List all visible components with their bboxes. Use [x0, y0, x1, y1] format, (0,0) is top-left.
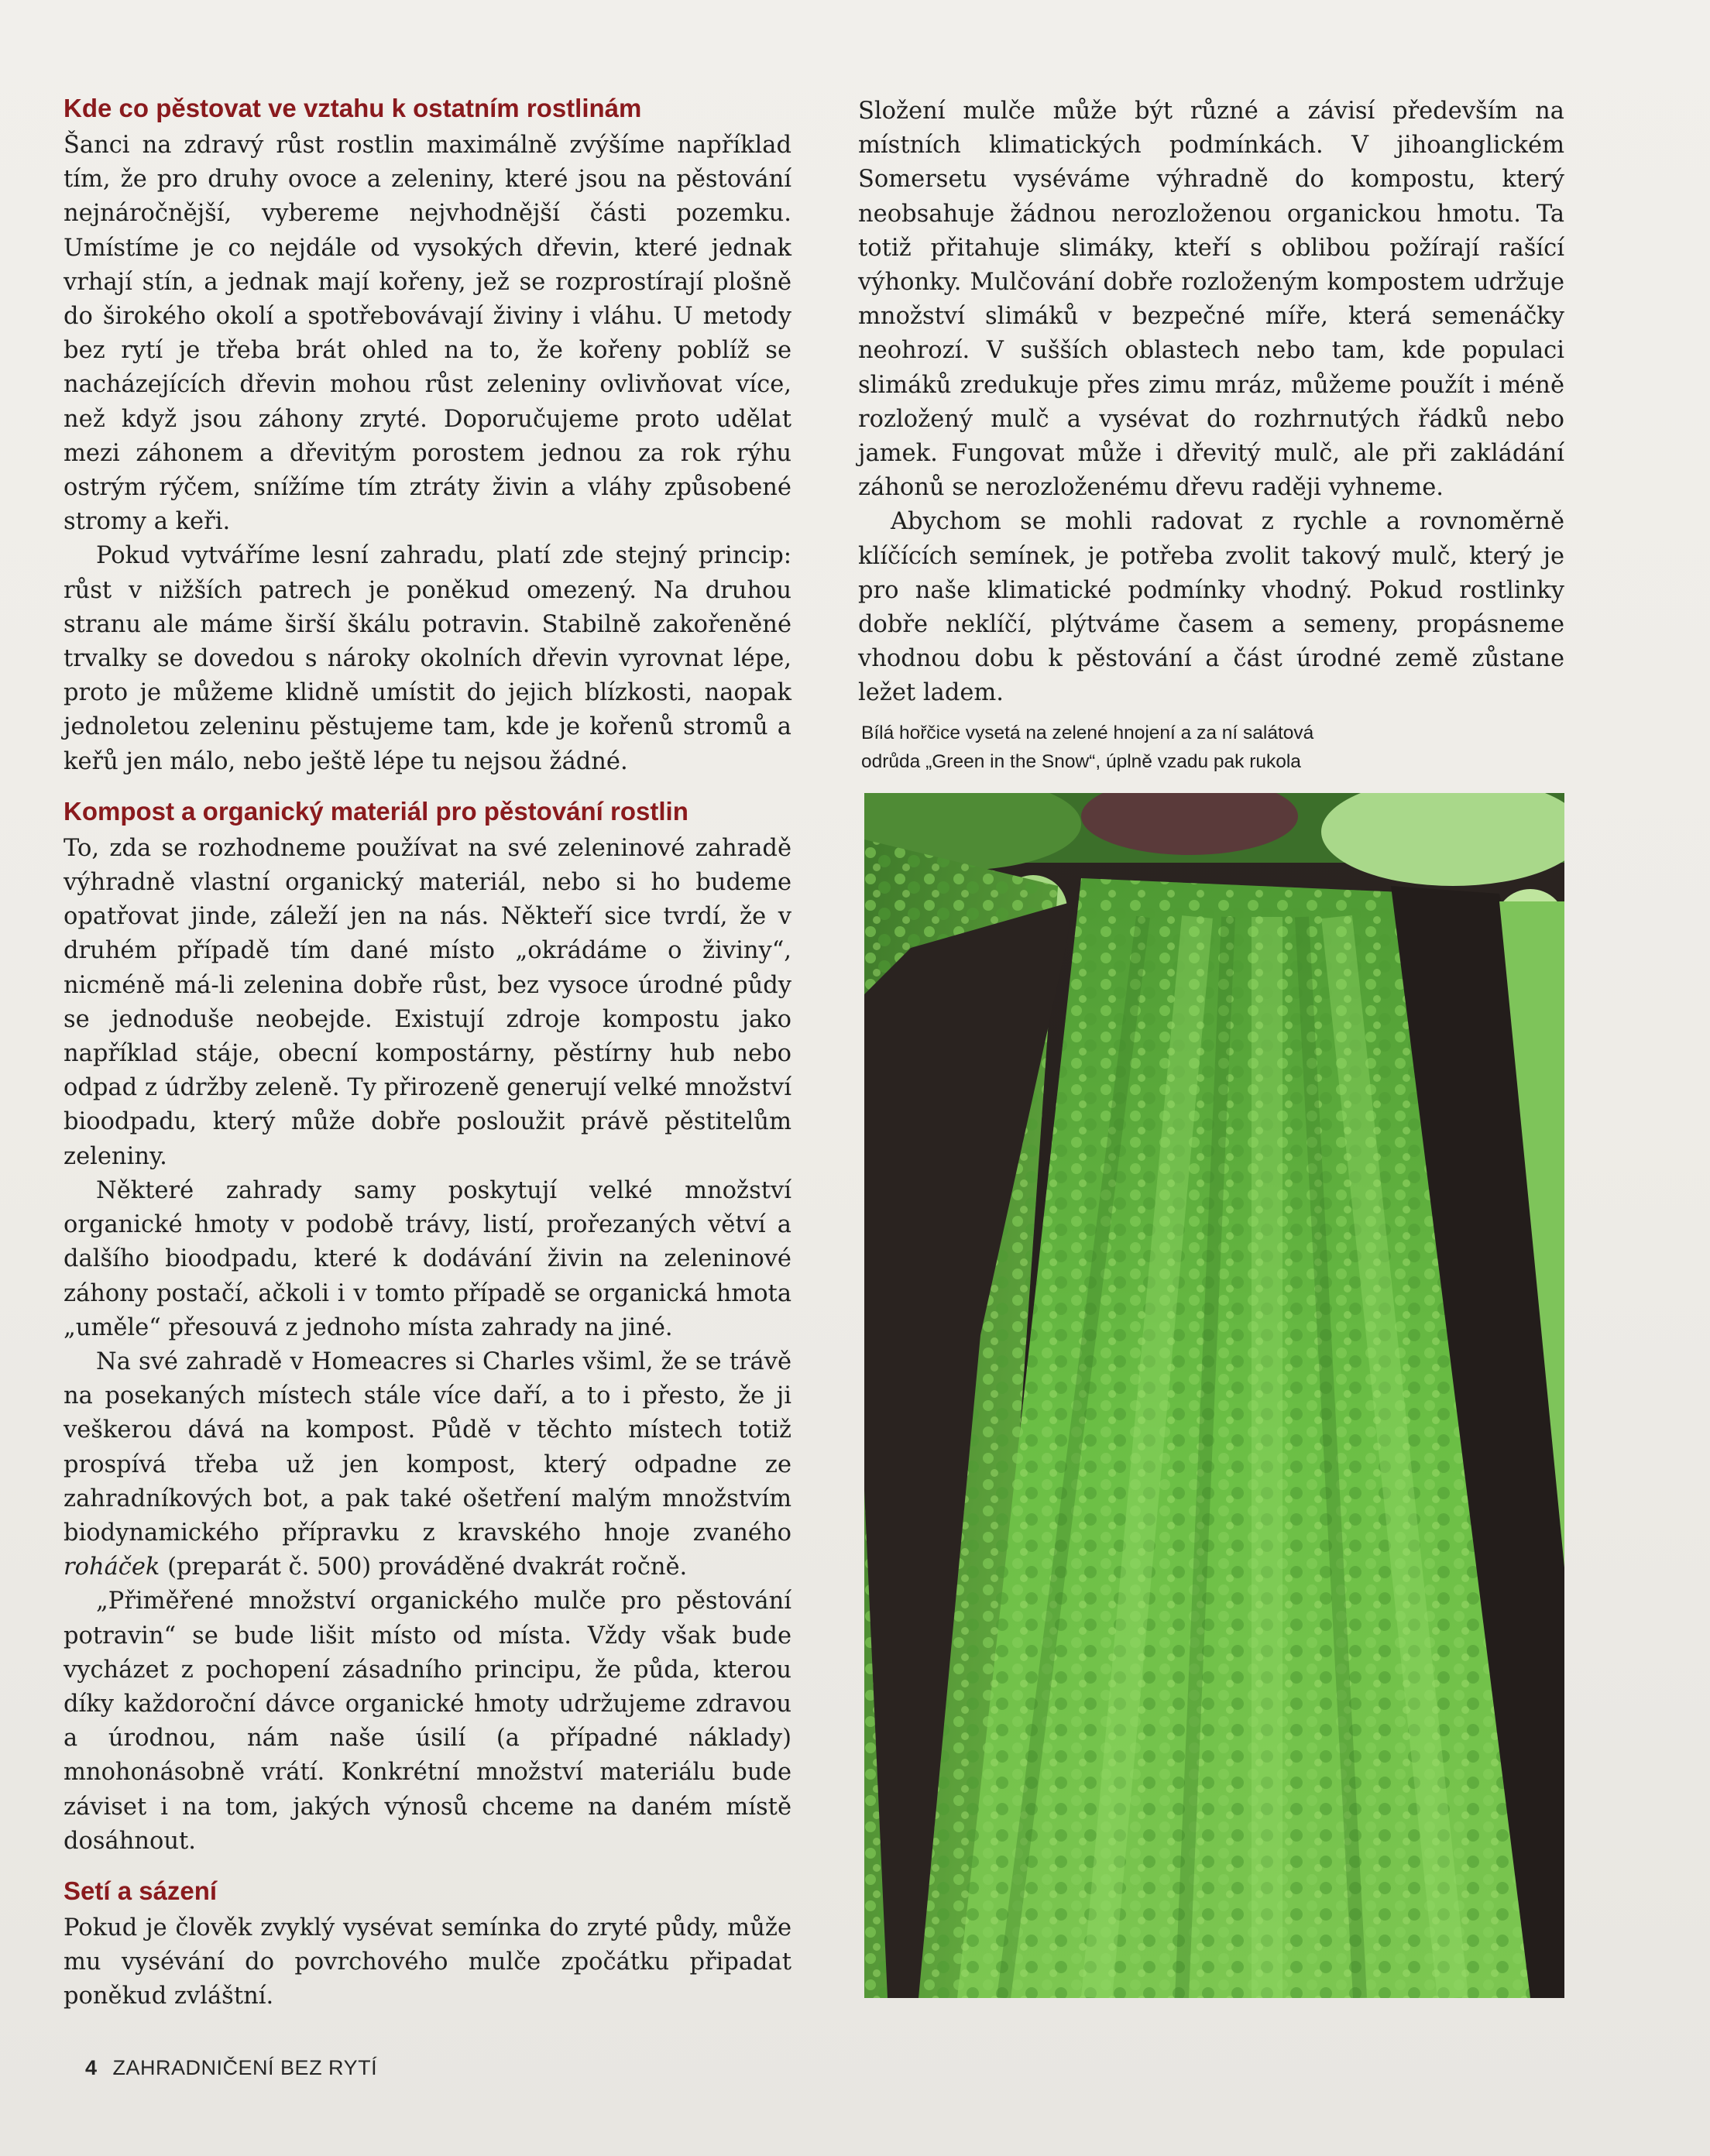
paragraph-text: Na své zahradě v Homeacres si Charles všiml, že se trávě na posekaných místech stále více daří, a to i přesto, že ji veškerou dává na kompost. Půdě v těchto místech totiž prospívá třeba už jen kompost, který odpadne ze zahradníkových bot, a pak také ošetření malým množstvím biodynamického přípravku z kravského hnoje zvaného — [64, 1348, 791, 1547]
paragraph: Šanci na zdravý růst rostlin maximálně zvýšíme například tím, že pro druhy ovoce a zeleniny, které jsou na pěstování nejnáročnější, vybereme nejvhodnější části pozemku. Umístíme je co nejdále od vysokých dřevin, které jednak vrhají stín, a jednak mají kořeny, jež se rozprostírají plošně do širokého okolí a spotřebovávají živiny i vláhu. U metody bez rytí je třeba brát ohled na to, že kořeny poblíž se nacházejících dřevin mohou růst zeleniny ovlivňovat více, než když jsou záhony zryté. Doporučujeme proto udělat mezi záhonem a dřevitým porostem jednou za rok rýhu ostrým rýčem, snížíme tím ztráty živin a vláhy způsobené stromy a keři. — [64, 132, 791, 536]
page-footer — [85, 2056, 377, 2080]
paragraph: To, zda se rozhodneme používat na své zeleninové zahradě výhradně vlastní organický materiál, nebo si ho budeme opatřovat jinde, záleží jen na nás. Někteří sice tvrdí, že v druhém případě tím dané místo „okrádáme o živiny“, nicméně má-li zelenina dobře růst, bez vysoce úrodné půdy se jednoduše neobejde. Existují zdroje kompostu jako například stáje, obecní kompostárny, pěstírny hub nebo odpad z údržby zeleně. Ty přirozeně generují velké množství bioodpadu, který může dobře posloužit právě pěstitelům zeleniny. — [64, 834, 791, 1170]
running-title: ZAHRADNIČENÍ BEZ RYTÍ — [112, 2056, 378, 2079]
paragraph: Složení mulče může být různé a závisí především na místních klimatických podmínkách. V jihoanglickém Somersetu vyséváme výhradně do kompostu, který neobsahuje žádnou nerozloženou organickou hmotu. Ta totiž přitahuje slimáky, kteří s oblibou požírají rašící výhonky. Mulčování dobře rozloženým kompostem udržuje množství slimáků v bezpečné míře, která semenáčky neohrozí. V sušších oblastech nebo tam, kde populaci slimáků zredukuje přes zimu mráz, můžeme použít i méně rozložený mulč a vysévat do rozhrnutých řádků nebo jamek. Fungovat může i dřevitý mulč, ale při zakládání záhonů se nerozloženému dřevu raději vyhneme. — [858, 98, 1564, 502]
page-number: 4 — [85, 2056, 98, 2079]
paragraph: Pokud vytváříme lesní zahradu, platí zde stejný princip: růst v nižších patrech je poněkud omezený. Na druhou stranu ale máme širší škálu potravin. Stabilně zakořeněné trvalky se dovedou s nároky okolních dřevin vyrovnat lépe, proto je můžeme klidně umístit do jejich blízkosti, naopak jednoletou zeleninu pěstujeme tam, kde je kořenů stromů a keřů jen málo, nebo ještě lépe tu nejsou žádné. — [64, 542, 791, 775]
paragraph: „Přiměřené množství organického mulče pro pěstování potravin“ se bude lišit místo od místa. Vždy však bude vycházet z pochopení zásadního principu, že půda, kterou díky každoroční dávce organické hmoty udržujeme zdravou a úrodnou, nám naše úsilí (a případné náklady) mnohonásobně vrátí. Konkrétní množství materiálu bude záviset i na tom, jakých výnosů chceme na daném místě dosáhnout. — [64, 1588, 791, 1855]
right-column — [858, 94, 1564, 711]
paragraph: Některé zahrady samy poskytují velké množství organické hmoty v podobě trávy, listí, prořezaných větví a dalšího bioodpadu, které k dodávání živin na zeleninové záhony postačí, ačkoli i v tomto případě se organická hmota „uměle“ přesouvá z jednoho místa zahrady na jiné. — [64, 1176, 791, 1341]
section-heading-sowing: Setí a sázení — [64, 1876, 218, 1905]
photo-caption — [861, 719, 1403, 776]
paragraph-text: (preparát č. 500) prováděné dvakrát ročně. — [160, 1553, 688, 1581]
italic-term: roháček — [64, 1553, 160, 1581]
left-column — [64, 93, 791, 2014]
section-heading-compost: Kompost a organický materiál pro pěstování rostlin — [64, 796, 688, 826]
paragraph: Abychom se mohli radovat z rychle a rovnoměrně klíčících semínek, je potřeba zvolit takový mulč, který je pro naše klimatické podmínky vhodný. Pokud rostlinky dobře neklíčí, plýtváme časem a semeny, propásneme vhodnou dobu k pěstování a část úrodné země zůstane ležet ladem. — [858, 508, 1564, 707]
caption-line: odrůda „Green in the Snow“, úplně vzadu pak rukola — [861, 751, 1301, 772]
garden-photo — [864, 793, 1564, 1998]
caption-line: Bílá hořčice vysetá na zelené hnojení a za ní salátová — [861, 723, 1314, 743]
paragraph: Pokud je člověk zvyklý vysévat semínka do zryté půdy, může mu vysévání do povrchového mulče zpočátku připadat poněkud zvláštní. — [64, 1914, 791, 2010]
section-heading-placement: Kde co pěstovat ve vztahu k ostatním rostlinám — [64, 94, 642, 122]
paragraph — [64, 1345, 791, 1584]
